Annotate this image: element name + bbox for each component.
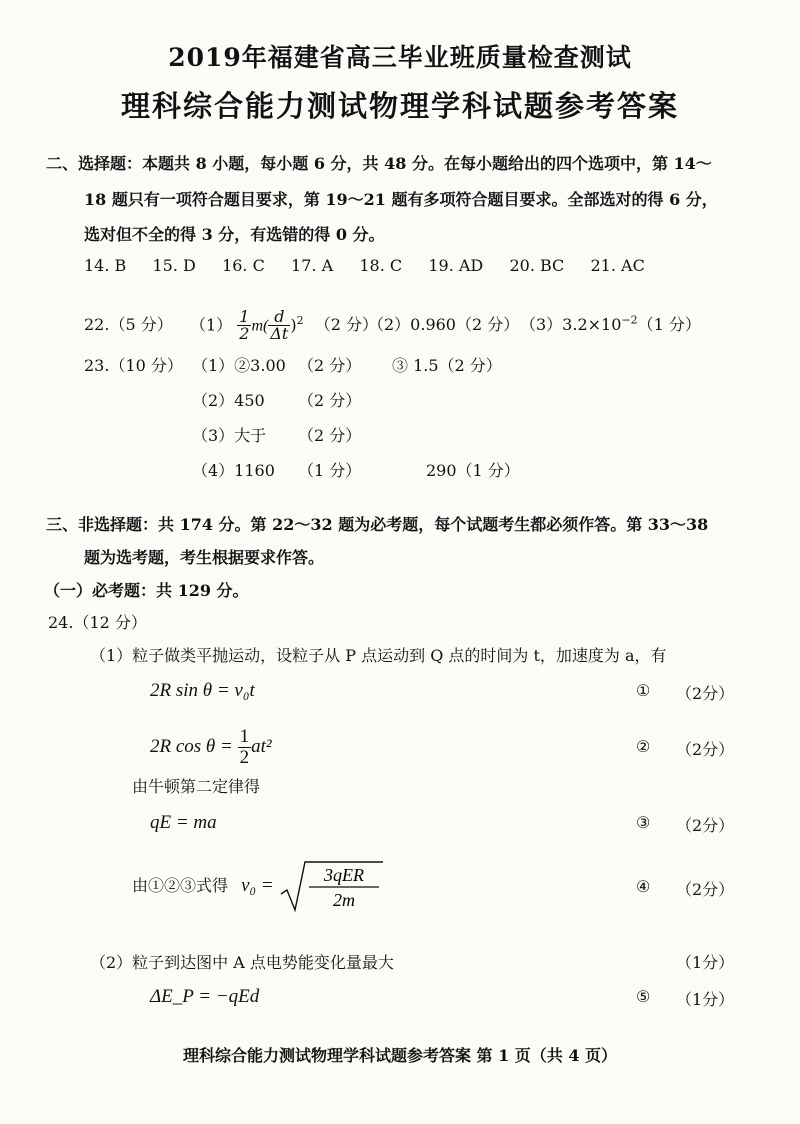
page-footer: 理科综合能力测试物理学科试题参考答案 第 1 页（共 4 页） — [182, 1046, 618, 1065]
q23-label: 23.（10 分） — [84, 356, 183, 375]
q24-part2-intro: （2）粒子到达图中 A 点电势能变化量最大 — [90, 953, 394, 972]
equation-2-marker: ② — [636, 737, 651, 756]
exam-title: 2019年福建省高三毕业班质量检查测试 — [168, 43, 632, 72]
q24-label: 24.（12 分） — [48, 613, 147, 632]
answer-item: 19. AD — [428, 256, 484, 275]
section2-instructions-line1: 二、选择题：本题共 8 小题，每小题 6 分，共 48 分。在每小题给出的四个选项中，第 14～ — [46, 154, 712, 173]
equation-4-marker: ④ — [636, 877, 651, 896]
equation-5-score: （1分） — [676, 990, 735, 1009]
q22-part2: （2）0.960（2 分） — [368, 315, 520, 334]
section2-instructions-line2: 18 题只有一项符合题目要求，第 19～21 题有多项符合题目要求。全部选对的得 6 分， — [84, 190, 718, 209]
answer-item: 15. D — [152, 256, 196, 275]
answer-item: 16. C — [222, 256, 265, 275]
q22-half-fraction: $\frac{1}{2}$ — [239, 306, 250, 344]
answer-key-title: 理科综合能力测试物理学科试题参考答案 — [120, 89, 679, 123]
q22-label: 22.（5 分） — [84, 315, 173, 334]
sqrt-numerator: 3qER — [323, 865, 364, 885]
newton-law-text: 由牛顿第二定律得 — [132, 777, 261, 796]
sqrt-symbol — [279, 859, 385, 915]
equation-4-score: （2分） — [676, 880, 735, 899]
answer-item: 17. A — [291, 256, 334, 275]
equation-1-marker: ① — [636, 681, 651, 700]
equation-5: ΔE_P = −qEd — [150, 986, 260, 1007]
equation-5-marker: ⑤ — [636, 987, 651, 1006]
equation-3-score: （2分） — [676, 816, 735, 835]
sqrt-denominator: 2m — [332, 890, 355, 910]
q23-r2-score: （2 分） — [298, 391, 362, 410]
q23-r1-second: ③ 1.5（2 分） — [392, 356, 502, 375]
q23-r3-answer: （3）大于 — [192, 426, 267, 445]
equation-3: qE = ma — [150, 812, 217, 833]
q23-r3-score: （2 分） — [298, 426, 362, 445]
choice-answers-row — [84, 256, 645, 275]
equation-3-marker: ③ — [636, 813, 651, 832]
q23-r2-answer: （2）450 — [192, 391, 265, 410]
q24-part1-intro: （1）粒子做类平抛运动，设粒子从 P 点运动到 Q 点的时间为 t，加速度为 a，有 — [90, 646, 667, 665]
q22-part1: （1） $\frac{1}{2}$ m( $\frac{d}{\Delta t}$ )$^2$ （2 分） — [190, 306, 378, 344]
q22-velocity-fraction: $\frac{d}{\Delta t}$ — [270, 306, 289, 344]
q23-r1-answer: （1）②3.00 — [192, 356, 286, 375]
q23-r4-score: （1 分） — [298, 461, 362, 480]
answer-item: 14. B — [84, 256, 127, 275]
q23-r4-second: 290（1 分） — [426, 461, 520, 480]
equation-2-fraction: $\frac{1}{2}$ — [239, 726, 250, 769]
equation-1: 2R sin θ = v₀t — [150, 680, 255, 701]
q23-r4-answer: （4）1160 — [192, 461, 275, 480]
q24-part2-score: （1分） — [676, 953, 735, 972]
q22-part3: $(3)3.2\times 10^{-2}(1$ 分） — [520, 313, 701, 334]
section3-instructions-line1: 三、非选择题：共 174 分。第 22～32 题为必考题，每个试题考生都必须作答。第 33～38 — [46, 515, 709, 534]
q23-r1-score: （2 分） — [298, 356, 362, 375]
equation-4: 由①②③式得 v₀ = 3qER 2m — [132, 858, 385, 914]
equation-2: 2R cos θ = $\frac{1}{2}$ at² — [150, 726, 272, 769]
section3-instructions-line2: 题为选考题，考生根据要求作答。 — [84, 548, 325, 567]
section3-required-heading: （一）必考题：共 129 分。 — [44, 581, 249, 600]
answer-item: 18. C — [359, 256, 403, 275]
answer-item: 21. AC — [590, 256, 645, 275]
section2-instructions-line3: 选对但不全的得 3 分，有选错的得 0 分。 — [84, 225, 385, 244]
equation-2-score: （2分） — [676, 740, 735, 759]
answer-item: 20. BC — [509, 256, 565, 275]
equation-1-score: （2分） — [676, 684, 735, 703]
